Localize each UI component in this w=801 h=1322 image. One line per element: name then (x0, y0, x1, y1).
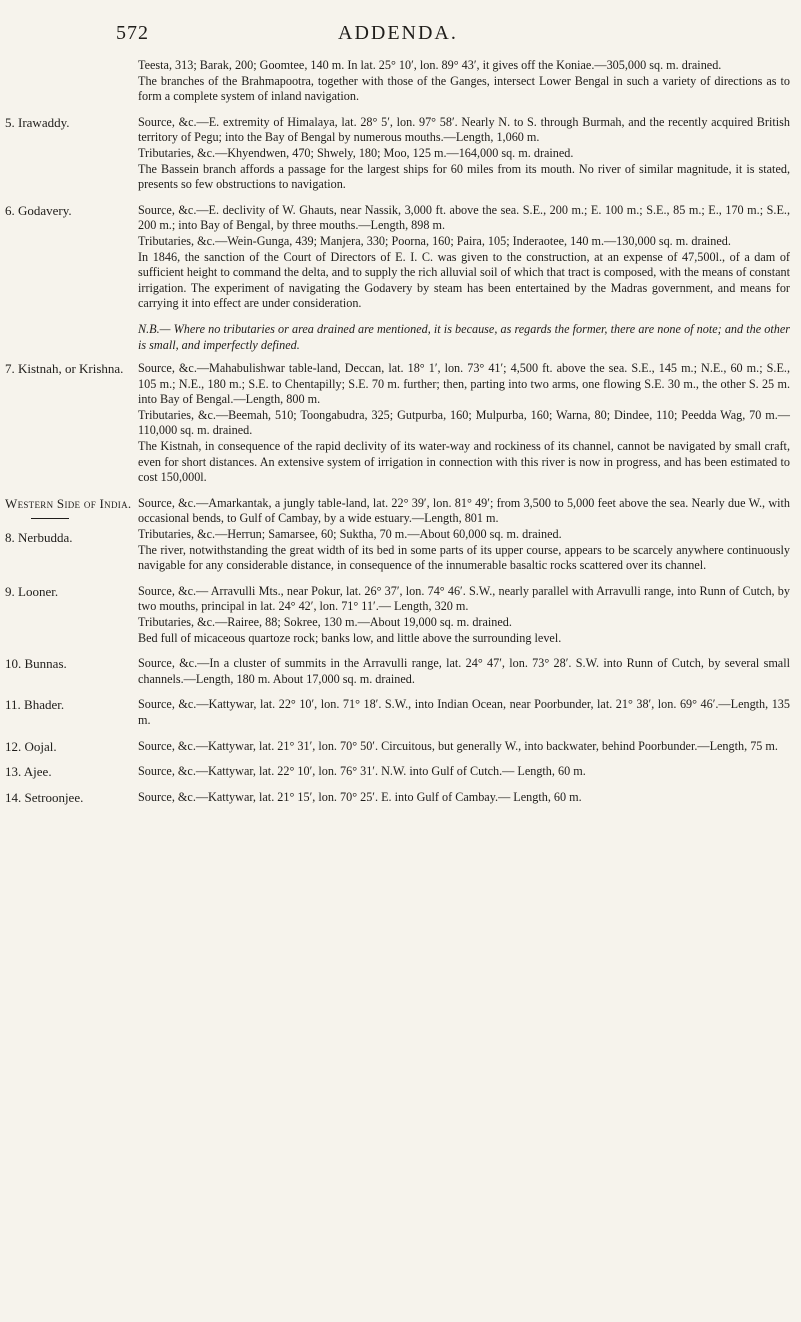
entry-setroonjee (5, 789, 790, 806)
paragraph: In 1846, the sanction of the Court of Directors of E. I. C. was given to the construction, at an expense of 47,500l., of a dam of sufficient height to command the delta, and to supply the rich alluvial soil of which that tract is composed, with the means of constant irrigation. The experiment of navigating the Godavery by steam has been entertained by the Madras government, and means for carrying it into effect are under consideration. (138, 249, 790, 311)
paragraph: Teesta, 313; Barak, 200; Goomtee, 140 m. In lat. 25° 10′, lon. 89° 43′, it gives off the Koniae.—305,000 sq. m. drained. (138, 58, 722, 72)
text-column (5, 58, 790, 815)
paragraph: Tributaries, &c.—Wein-Gunga, 439; Manjera, 330; Poorna, 160; Paira, 105; Inderaotee, 140 m.—130,000 sq. m. drained. (138, 233, 731, 248)
entry-kistnah (5, 361, 790, 486)
entry-irawaddy (5, 114, 790, 193)
paragraph: The river, notwithstanding the great width of its bed in some parts of its upper course, appears to be scarcely anywhere continuously navigable for any considerable distance, in consequence of the innumerable basaltic rocks scattered over its channel. (138, 542, 790, 573)
paragraph: Source, &c.—Kattywar, lat. 22° 10′, lon. 71° 18′. S.W., into Indian Ocean, near Poorbunder, lat. 21° 38′, lon. 69° 46′.—Length, 135 m. (138, 697, 790, 727)
paragraph: Tributaries, &c.—Rairee, 88; Sokree, 130 m.—About 19,000 sq. m. drained. (138, 615, 512, 629)
paragraph: Source, &c.—E. declivity of W. Ghauts, near Nassik, 3,000 ft. above the sea. S.E., 200 m.; E. 100 m.; S.E., 85 m.; E., 170 m.; S.E., 200 m.; into Bay of Bengal, by three mouths.—Length, 898 m. (138, 202, 790, 233)
side-heading: 5. Irawaddy. (5, 114, 70, 130)
entry-nerbudda (5, 495, 790, 574)
side-heading: 13. Ajee. (5, 764, 52, 780)
paragraph: Source, &c.—Mahabulishwar table-land, Deccan, lat. 18° 1′, lon. 73° 41′; 4,500 ft. above the sea. S.E., 145 m.; N.E., 60 m.; S.E., 105 m.; N.E., 180 m.; S.E. to Chentapilly; S.E. 70 m. further; then, parting into two arms, one flowing S.E. 30 m., the other S. 25 m. into Bay of Bengal.—Length, 800 m. (138, 361, 790, 407)
side-heading: 6. Godavery. (5, 202, 72, 218)
side-heading: 7. Kistnah, or Krishna. (5, 361, 124, 377)
paragraph: Source, &c.—In a cluster of summits in the Arravulli range, lat. 24° 47′, lon. 73° 28′. S.W. into Runn of Cutch, by several small channels.—Length, 180 m. About 17,000 sq. m. drained. (138, 656, 790, 686)
entry-oojal (5, 738, 790, 755)
paragraph: Source, &c.—E. extremity of Himalaya, lat. 28° 5′, lon. 97° 58′. Nearly N. to S. through Burmah, and the recently acquired British territory of Pegu; into the Bay of Bengal by numerous mouths.—Length, 1,060 m. (138, 114, 790, 145)
paragraph: The Bassein branch affords a passage for the largest ships for 60 miles from its mouth. No river of similar magnitude, it is stated, presents so few obstructions to navigation. (138, 161, 790, 192)
entry-bhader (5, 697, 790, 728)
entry-ajee (5, 764, 790, 780)
running-title: ADDENDA. (338, 22, 458, 44)
side-heading: 9. Looner. (5, 583, 59, 599)
section-heading: Western Side of India. (5, 495, 132, 511)
side-heading: 8. Nerbudda. (5, 529, 73, 545)
side-heading: 12. Oojal. (5, 738, 57, 754)
side-heading: 11. Bhader. (5, 697, 65, 713)
paragraph: Source, &c.—Kattywar, lat. 21° 31′, lon. 70° 50′. Circuitous, but generally W., into backwater, behind Poorbunder.—Length, 75 m. (138, 738, 778, 753)
entry-godavery (5, 202, 790, 312)
page-header (0, 22, 801, 52)
paragraph: The branches of the Brahmapootra, together with those of the Ganges, intersect Lower Bengal in such a variety of directions as to form a complete system of inland navigation. (138, 73, 790, 104)
side-heading: 10. Bunnas. (5, 656, 67, 672)
paragraph: Tributaries, &c.—Herrun; Samarsee, 60; Suktha, 70 m.—About 60,000 sq. m. drained. (138, 527, 562, 542)
entry-bunnas (5, 656, 790, 687)
side-heading-group (5, 496, 133, 545)
side-heading: 14. Setroonjee. (5, 789, 84, 805)
paragraph: Tributaries, &c.—Beemah, 510; Toongabudra, 325; Gutpurba, 160; Mulpurba, 160; Warna, 80; Dindee, 110; Peedda Wag, 70 m.—110,000 sq. m. drained. (138, 407, 790, 438)
paragraph: Tributaries, &c.—Khyendwen, 470; Shwely, 180; Moo, 125 m.—164,000 sq. m. drained. (138, 145, 574, 160)
note-block (138, 322, 790, 353)
entry-brahmapootra-continued (138, 58, 790, 105)
page-number: 572 (116, 22, 149, 44)
entry-looner (5, 583, 790, 646)
divider (31, 518, 69, 519)
paragraph: Source, &c.— Arravulli Mts., near Pokur, lat. 26° 37′, lon. 74° 46′. S.W., nearly parallel with Arravulli range, into Runn of Cutch, by two mouths, principal in lat. 24° 42′, lon. 71° 11′.— Length, 320 m. (138, 583, 790, 614)
paragraph: Bed full of micaceous quartoze rock; banks low, and little above the surrounding level. (138, 630, 562, 645)
paragraph: Source, &c.—Kattywar, lat. 22° 10′, lon. 76° 31′. N.W. into Gulf of Cutch.— Length, 60 m. (138, 764, 586, 779)
paragraph: Source, &c.—Amarkantak, a jungly table-land, lat. 22° 39′, lon. 81° 49′; from 3,500 to 5,000 feet above the sea. Nearly due W., with occasional bends, to Gulf of Cambay, by a wide estuary.—Length, 801 m. (138, 495, 790, 526)
nota-bene: N.B.— Where no tributaries or area drained are mentioned, it is because, as regards the former, there are none of note; and the other is small, and imperfectly defined. (138, 321, 790, 352)
paragraph: The Kistnah, in consequence of the rapid declivity of its water-way and rockiness of its channel, cannot be navigated by small craft, even for short distances. An extensive system of irrigation in connection with this river is now in progress, and has been estimated to cost 150,000l. (138, 439, 790, 485)
paragraph: Source, &c.—Kattywar, lat. 21° 15′, lon. 70° 25′. E. into Gulf of Cambay.— Length, 60 m. (138, 789, 582, 804)
